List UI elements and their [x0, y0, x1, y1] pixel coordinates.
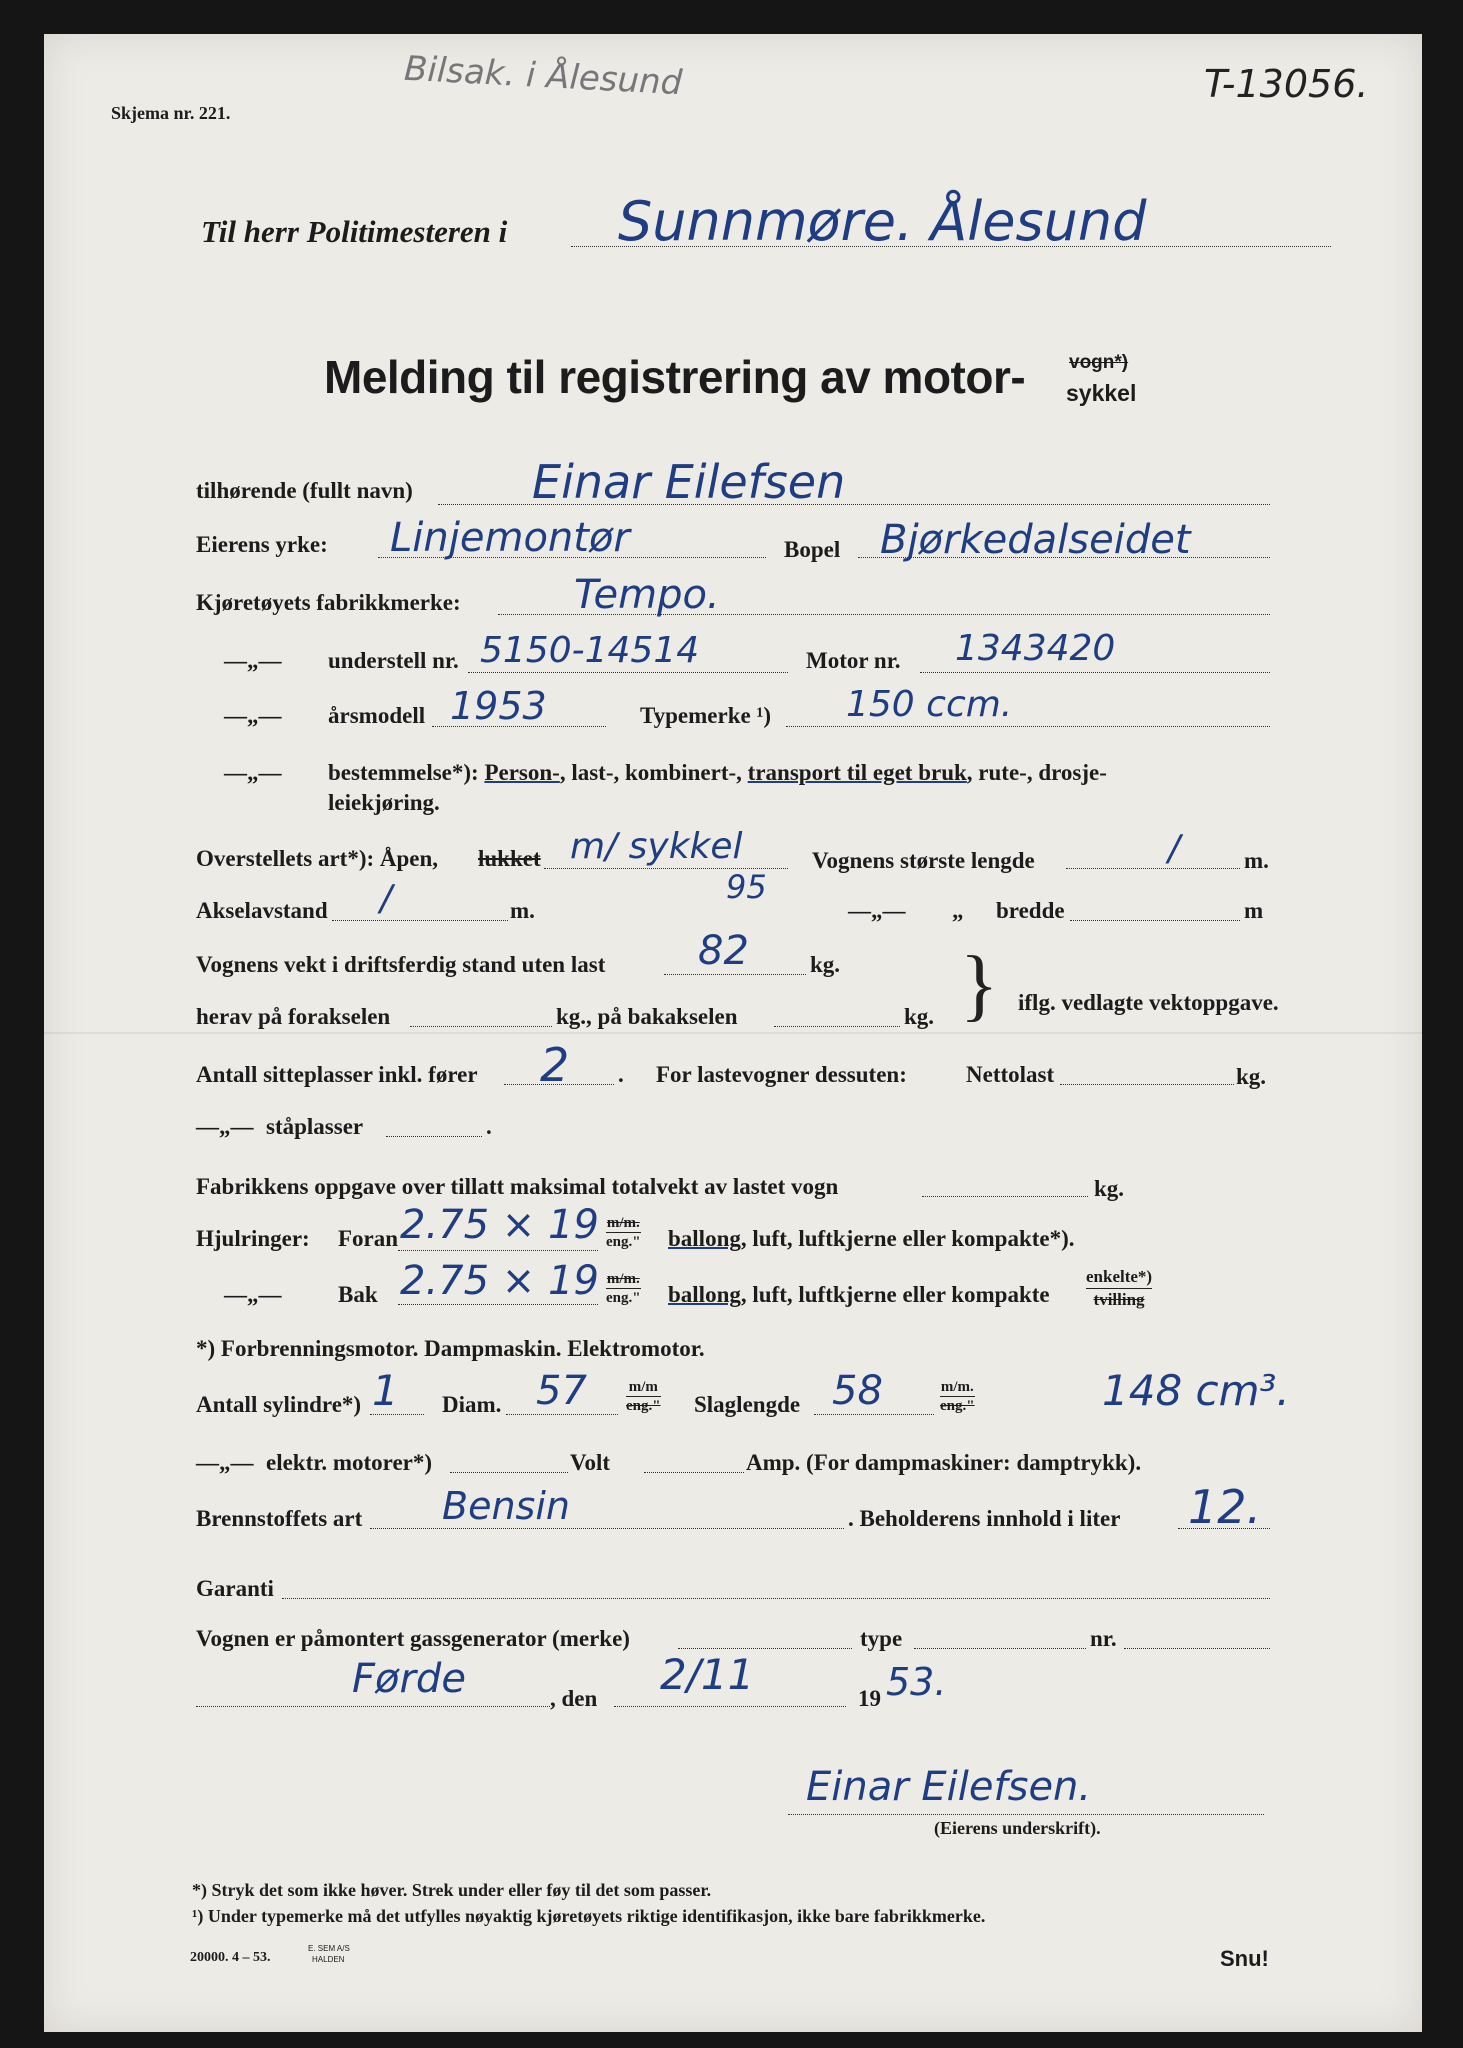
cargo-label: For lastevogner dessuten: [656, 1062, 907, 1087]
purpose-transport: transport til eget bruk [747, 760, 967, 785]
width-line [1070, 920, 1240, 921]
paper-fold [44, 1032, 1422, 1034]
tires-front-value: 2.75 × 19 [400, 1202, 599, 1248]
fuel-label: Brennstoffets art [196, 1506, 363, 1531]
signature-line [788, 1814, 1264, 1815]
signing-place: Førde [352, 1656, 466, 1702]
place-line [196, 1706, 550, 1707]
length-line [1066, 868, 1240, 869]
max-weight-label: Fabrikkens oppgave over tillatt maksimal totalvekt av lastet vogn [196, 1174, 839, 1199]
tank-label: . Beholderens innhold i liter [848, 1506, 1121, 1531]
stroke-line [814, 1414, 934, 1415]
tires-rear-value: 2.75 × 19 [400, 1258, 599, 1304]
seats-label: Antall sitteplasser inkl. fører [196, 1062, 478, 1087]
purpose-line-2: leiekjøring. [328, 790, 440, 815]
tires-rear-unit-bottom: eng." [606, 1290, 641, 1306]
tires-single: enkelte*) [1086, 1266, 1152, 1289]
occupation-value: Linjemontør [390, 515, 630, 561]
tires-rear-label: Bak [338, 1282, 378, 1307]
year-label: årsmodell [328, 703, 426, 728]
signing-year: 53. [886, 1660, 947, 1704]
volt-label: Volt [570, 1450, 611, 1475]
brace-mark: } [960, 941, 999, 1029]
front-axle-label: herav på forakselen [196, 1004, 391, 1029]
volt-line [644, 1472, 744, 1473]
stroke-label: Slaglengde [694, 1392, 801, 1417]
motor-line [920, 672, 1270, 673]
weight-label: Vognens vekt i driftsferdig stand uten last [196, 952, 606, 977]
addressee-value: Sunnmøre. Ålesund [618, 190, 1147, 253]
width-comma: „ [952, 898, 964, 923]
weight-line [664, 974, 806, 975]
top-handwritten-note: Bilsak. i Ålesund [403, 48, 684, 104]
weight-brace-note: iflg. vedlagte vektoppgave. [1018, 990, 1279, 1015]
stroke-value: 58 [832, 1368, 883, 1414]
tires-front-unit [606, 1214, 641, 1251]
residence-value: Bjørkedalseidet [880, 517, 1191, 563]
tires-rear-unit [606, 1270, 641, 1307]
tires-front-unit-bottom: eng." [606, 1234, 641, 1250]
standing-line [386, 1136, 482, 1137]
standing-period: . [486, 1114, 492, 1139]
date-line [614, 1706, 846, 1707]
net-load-line [1060, 1084, 1234, 1085]
body-value: m/ sykkel [570, 826, 743, 867]
purpose-ditto: —„— [224, 760, 282, 785]
signature-caption: (Eierens underskrift). [934, 1818, 1101, 1838]
max-weight-unit: kg. [1094, 1176, 1125, 1201]
wheelbase-label: Akselavstand [196, 898, 328, 923]
year-value: 1953 [450, 684, 547, 728]
stroke-unit-top: m/m. [940, 1379, 974, 1395]
fuel-value: Bensin [442, 1484, 570, 1528]
width-label: bredde [996, 898, 1065, 923]
gas-type-line [914, 1648, 1086, 1649]
motor-value: 1343420 [955, 628, 1116, 669]
rear-axle-unit: kg. [904, 1004, 935, 1029]
form-title: Melding til registrering av motor- [324, 351, 1026, 403]
tires-rear-balloon: ballong [668, 1282, 741, 1307]
type-label: Typemerke ¹) [640, 703, 772, 728]
addressee-label: Til herr Politimesteren i [201, 214, 508, 249]
diameter-unit-bottom: eng." [626, 1398, 661, 1414]
standing-ditto: —„— [196, 1114, 254, 1139]
tires-label: Hjulringer: [196, 1226, 310, 1251]
seats-value: 2 [540, 1038, 570, 1092]
purpose-person: Person- [484, 760, 560, 785]
length-unit: m. [1244, 848, 1269, 873]
gas-type-label: type [860, 1626, 903, 1651]
reference-number: T-13056. [1204, 62, 1369, 106]
residence-label: Bopel [784, 537, 841, 562]
motor-label: Motor nr. [806, 648, 901, 673]
owner-signature: Einar Eilefsen. [806, 1764, 1092, 1810]
stroke-unit [940, 1378, 975, 1415]
electric-motors-line [450, 1472, 568, 1473]
body-label: Overstellets art*): Åpen, [196, 846, 439, 871]
guarantee-label: Garanti [196, 1576, 274, 1601]
engine-types: *) Forbrenningsmotor. Dampmaskin. Elektromotor. [196, 1336, 705, 1361]
chassis-ditto: —„— [224, 648, 282, 673]
net-load-unit: kg. [1236, 1064, 1267, 1089]
footnote-2: ¹) Under typemerke må det utfylles nøyaktig kjøretøyets riktige identifikasjon, ikke bare fabrikkmerke. [192, 1906, 986, 1926]
fuel-line [370, 1528, 844, 1529]
stroke-unit-bottom: eng." [940, 1398, 975, 1414]
body-closed: lukket [478, 846, 541, 871]
make-value: Tempo. [574, 572, 720, 618]
wheelbase-line [332, 920, 508, 921]
tires-front-rest: , luft, luftkjerne eller kompakte*). [740, 1226, 1075, 1251]
length-label: Vognens største lengde [812, 848, 1035, 873]
tires-front-label: Foran [338, 1226, 399, 1251]
gas-generator-label: Vognen er påmontert gassgenerator (merke) [196, 1626, 630, 1651]
amp-label: Amp. (For dampmaskiner: damptrykk). [746, 1450, 1142, 1475]
gas-generator-line [678, 1648, 852, 1649]
title-option-vogn: vogn*) [1069, 352, 1129, 373]
tires-single-twin [1086, 1266, 1152, 1311]
chassis-line [468, 672, 788, 673]
width-note: 95 [726, 868, 767, 906]
form-sheet [44, 34, 1422, 2032]
footnote-1: *) Stryk det som ikke høver. Strek under eller føy til det som passer. [192, 1880, 712, 1900]
print-run: 20000. 4 – 53. [190, 1950, 271, 1965]
diameter-unit [626, 1378, 661, 1415]
length-value: / [1168, 828, 1181, 869]
tires-rear-text [668, 1282, 1050, 1308]
diameter-line [506, 1414, 618, 1415]
date-label: , den [550, 1686, 598, 1711]
seats-period: . [618, 1062, 624, 1087]
tires-front-line [398, 1250, 598, 1251]
weight-unit: kg. [810, 952, 841, 977]
tires-rear-line [398, 1304, 598, 1305]
gas-number-line [1124, 1648, 1270, 1649]
chassis-label: understell nr. [328, 648, 459, 673]
title-option-sykkel: sykkel [1066, 380, 1137, 406]
engine-volume: 148 cm³. [1102, 1366, 1290, 1415]
diameter-unit-top: m/m [626, 1378, 661, 1397]
purpose-line-1 [328, 760, 1107, 786]
tank-value: 12. [1188, 1480, 1262, 1534]
guarantee-line [282, 1598, 1270, 1599]
tires-front-unit-top: m/m. [606, 1215, 640, 1231]
turn-over-note: Snu! [1220, 1946, 1269, 1971]
purpose-end: , rute-, drosje- [966, 760, 1107, 785]
cylinders-value: 1 [372, 1366, 399, 1415]
gas-number-label: nr. [1090, 1626, 1117, 1651]
purpose-label: bestemmelse*): [328, 760, 479, 785]
tires-front-text [668, 1226, 1075, 1252]
diameter-value: 57 [536, 1368, 587, 1414]
year-prefix: 19 [858, 1686, 881, 1711]
max-weight-line [922, 1196, 1088, 1197]
make-label: Kjøretøyets fabrikkmerke: [196, 590, 461, 615]
occupation-label: Eierens yrke: [196, 532, 328, 557]
purpose-middle: , last-, kombinert-, [559, 760, 748, 785]
type-line [786, 726, 1270, 727]
tires-rear-unit-top: m/m. [606, 1271, 640, 1287]
owner-name-label: tilhørende (fullt navn) [196, 478, 413, 503]
weight-value: 82 [698, 928, 749, 974]
rear-axle-line [774, 1026, 900, 1027]
printer-city: HALDEN [312, 1955, 345, 1964]
tires-front-balloon: ballong [668, 1226, 741, 1251]
form-number: Skjema nr. 221. [111, 103, 231, 123]
standing-label: ståplasser [266, 1114, 364, 1139]
electric-motors-label: elektr. motorer*) [266, 1450, 433, 1475]
front-axle-line [410, 1026, 552, 1027]
front-axle-unit: kg., på bakakselen [556, 1004, 738, 1029]
tires-rear-rest: , luft, luftkjerne eller kompakte [740, 1282, 1050, 1307]
net-load-label: Nettolast [966, 1062, 1055, 1087]
tires-twin: tvilling [1093, 1290, 1145, 1309]
width-unit: m [1244, 898, 1264, 923]
chassis-value: 5150-14514 [480, 630, 700, 671]
cylinders-label: Antall sylindre*) [196, 1392, 362, 1417]
wheelbase-unit: m. [510, 898, 535, 923]
type-value: 150 ccm. [846, 684, 1013, 725]
wheelbase-value: / [380, 878, 393, 919]
printer-name: E. SEM A/S [308, 1944, 350, 1953]
owner-name-value: Einar Eilefsen [532, 455, 846, 509]
diameter-label: Diam. [442, 1392, 502, 1417]
year-ditto: —„— [224, 703, 282, 728]
electric-ditto: —„— [196, 1450, 254, 1475]
signing-date: 2/11 [660, 1650, 755, 1699]
tires-rear-ditto: —„— [224, 1282, 282, 1307]
width-ditto: —„— [848, 898, 906, 923]
